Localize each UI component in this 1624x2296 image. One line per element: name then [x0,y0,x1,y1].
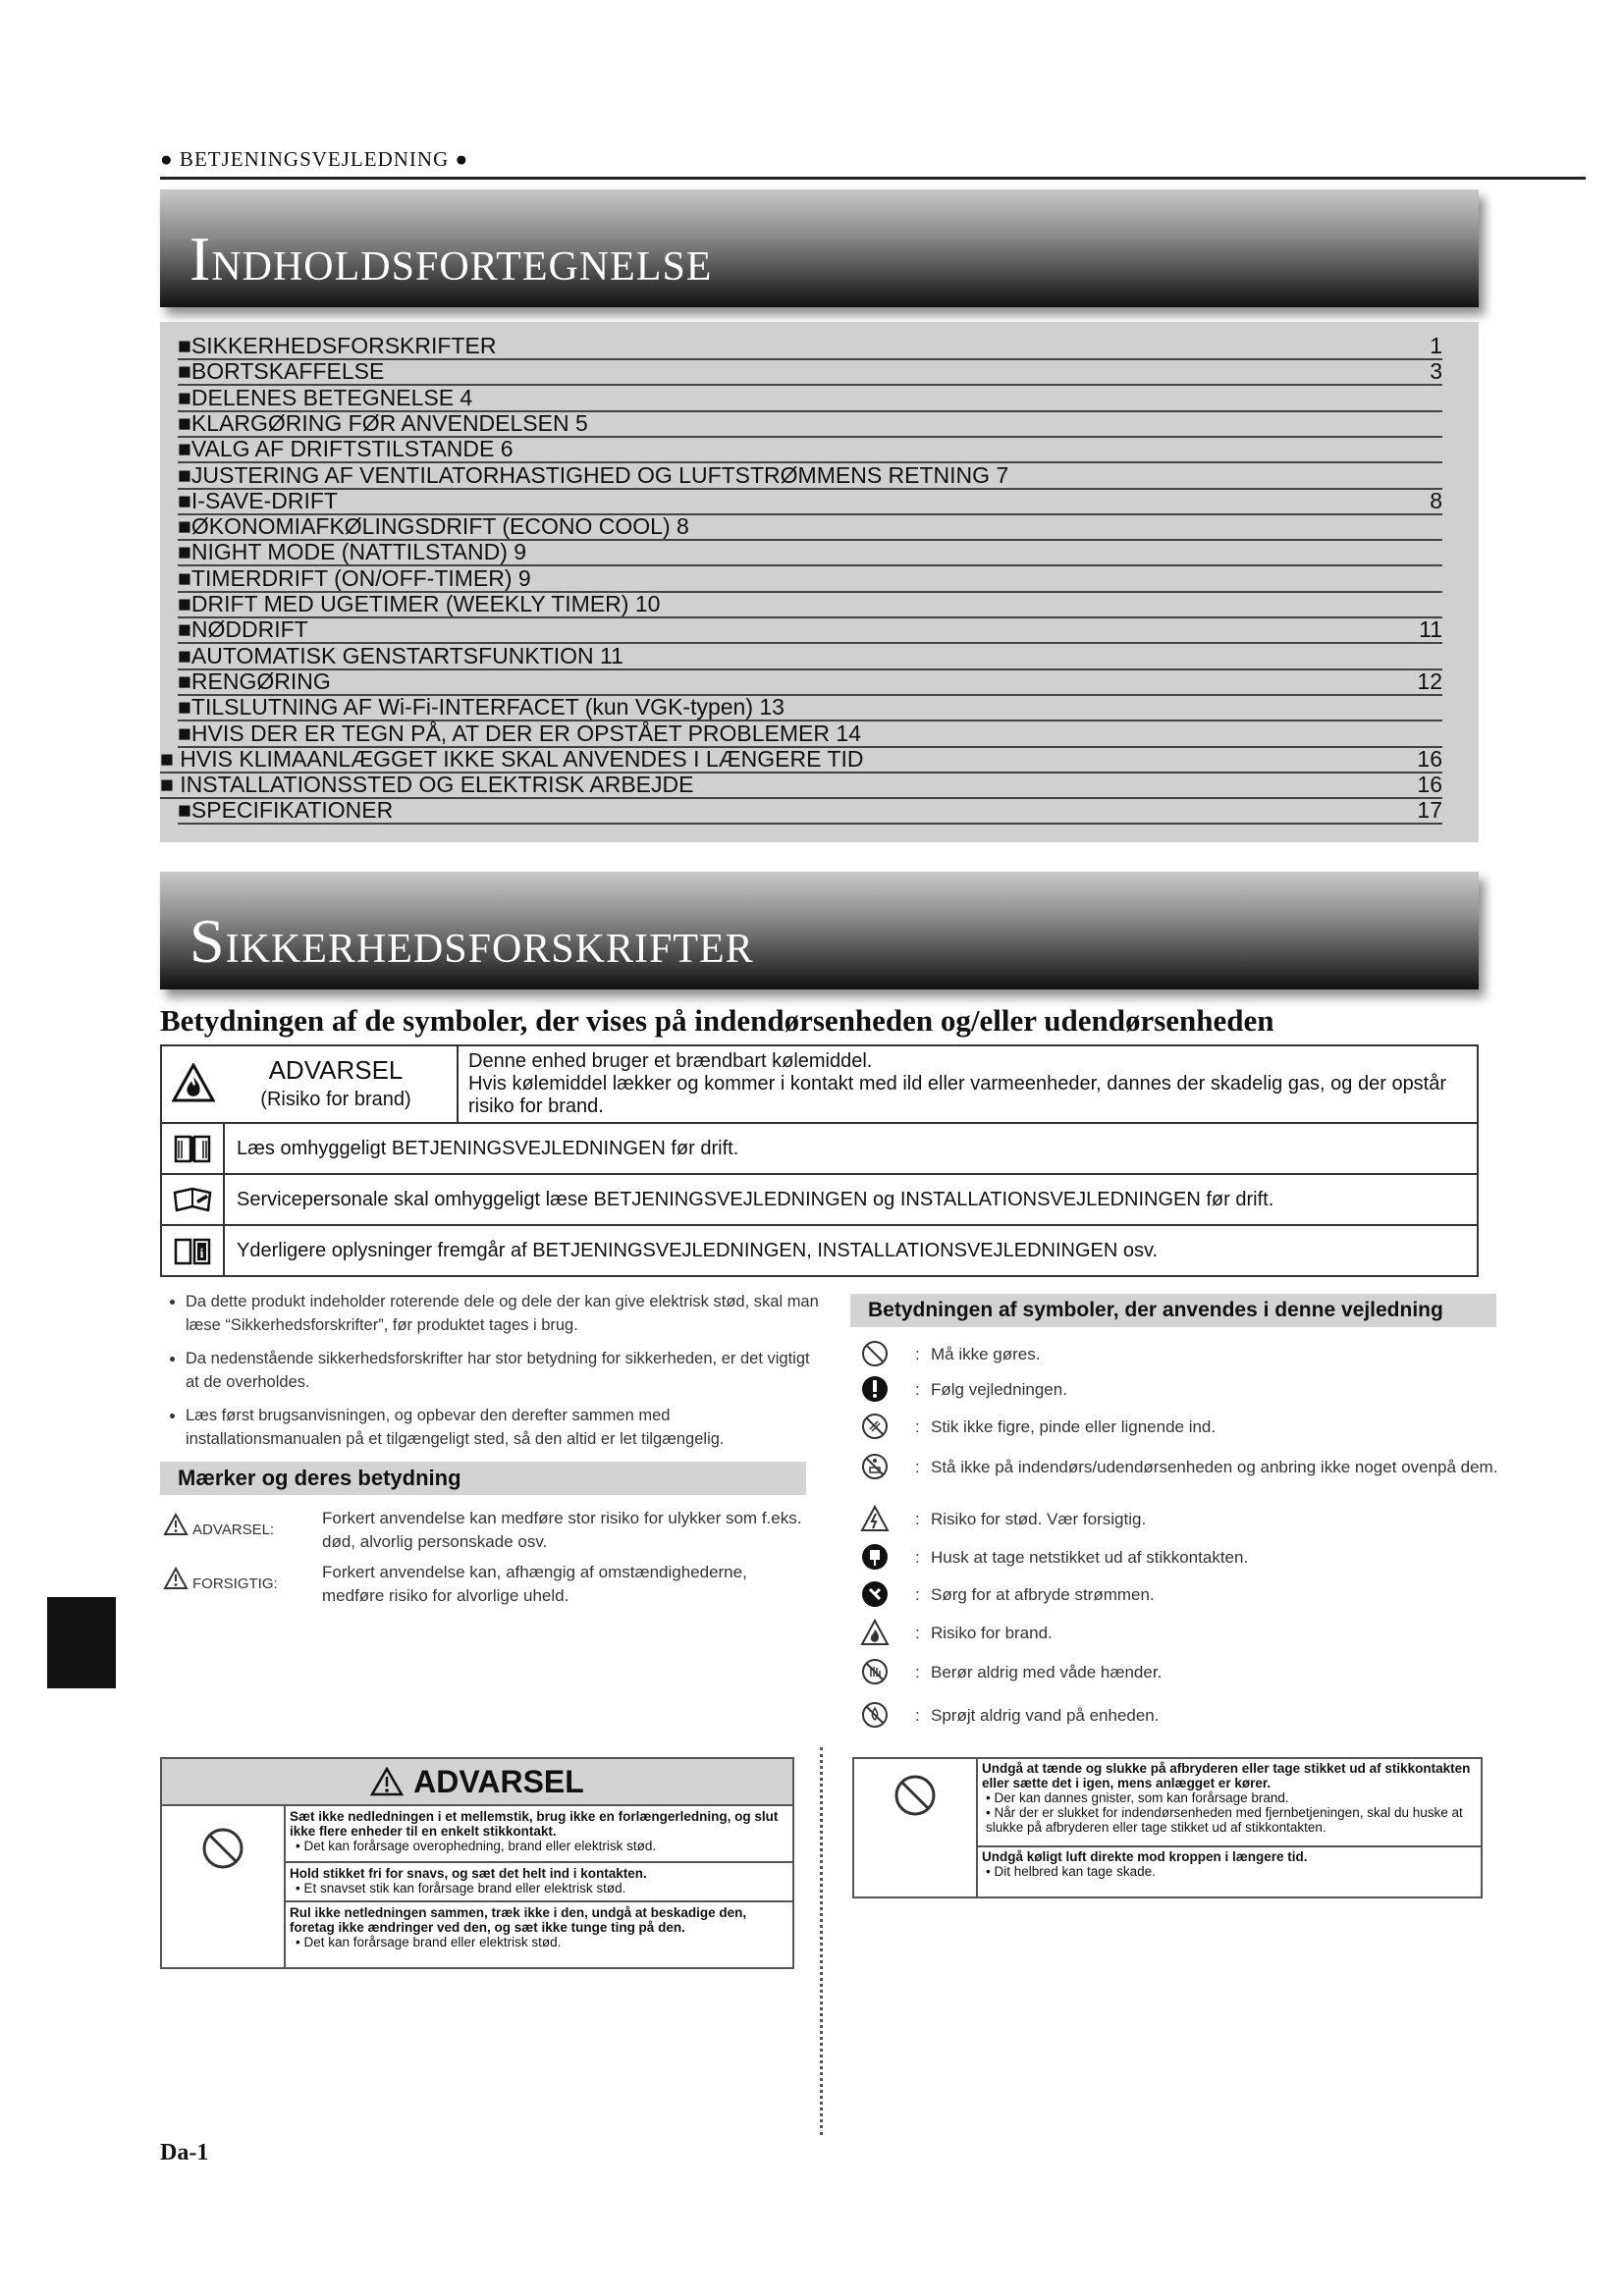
symbols-title: Betydningen af de symboler, der vises på indendørsenheden og/eller udendørsenheden [160,1003,1274,1038]
legend-item-text: Følg vejledningen. [931,1380,1067,1399]
no-stand-icon [860,1452,890,1481]
svg-text:i: i [199,1247,204,1261]
legend-colon: : [915,1548,920,1567]
advarsel-box: ADVARSEL Sæt ikke nedledningen i et mellemstik, brug ikke en forlængerledning, og slut ikke flere enheder til en enkelt stikkontakt. • Det kan forårsage overophedning, brand eller elektrisk stød. Hold stikket fri for snavs, og sæt det helt ind i kontakten. • Et snavset stik kan forårsage brand eller elektrisk stød. Rul ikke netledningen sammen, træk ikke i den, undgå at beskadige den, foretag ikke ændringer ved den, og sæt ikke tunge ting på den. • Det kan forårsage brand eller elektrisk stød. [160,1757,794,1969]
toc-entry[interactable] [178,695,1442,721]
caution-triangle-icon [163,1567,189,1590]
legend-colon: : [915,1458,920,1476]
advarsel-cell [161,1045,458,1123]
legend-heading: Betydningen af symboler, der anvendes i denne vejledning [850,1294,1496,1327]
warn-r3-bold: Rul ikke netledningen sammen, træk ikke i den, undgå at beskadige den, foretag ikke ændringer ved den, og sæt ikke tunge ting på den. [290,1905,747,1935]
toc-entry-label: ■DELENES BETEGNELSE 4 [178,384,473,410]
page-tab-marker [47,1597,116,1688]
toc-entry-label: ■I-SAVE-DRIFT [178,487,338,513]
marks-advarsel-label: ADVARSEL: [192,1522,275,1538]
toc-entry-label: ■AUTOMATISK GENSTARTSFUNKTION 11 [178,642,623,668]
toc-entry-label: ■HVIS DER ER TEGN PÅ, AT DER ER OPSTÅET PROBLEMER 14 [178,720,861,746]
toc-entry-label: ■TILSLUTNING AF Wi-Fi-INTERFACET (kun VGK-typen) 13 [178,694,785,721]
toc-entry[interactable] [160,747,1442,774]
marks-advarsel-text: Forkert anvendelse kan medføre stor risiko for ulykker som f.eks. død, alvorlig personskade osv. [322,1509,802,1551]
advarsel-text-2: Hvis kølemiddel lækker og kommer i kontakt med ild eller varmeenheder, dannes der skadelig gas, og der opstår risiko for brand. [468,1073,1447,1117]
legend-item-text: Husk at tage netstikket ud af stikkontakten. [931,1548,1249,1567]
symbol-row-service [161,1174,1478,1225]
toc-banner-title: INDHOLDSFORTEGNELSE [189,224,713,294]
page-number: Da-1 [160,2140,209,2165]
toc-entry[interactable] [178,798,1442,825]
symbol-row-info [161,1225,1478,1276]
toc-entry-label: ■NØDDRIFT [178,616,308,643]
toc-entry[interactable] [178,437,1442,463]
symbol-table [160,1044,1479,1277]
warn-r3-sub: Det kan forårsage brand eller elektrisk stød. [303,1935,562,1949]
book-icon [173,1132,212,1165]
right-b2-sub: Dit helbred kan tage skade. [994,1864,1156,1879]
toc-entry[interactable] [178,617,1442,644]
toc-entry[interactable] [178,359,1442,386]
toc-entry[interactable] [178,566,1442,593]
running-header: ● BETJENINGSVEJLEDNING ● [160,147,469,171]
prohibited-icon [200,1826,245,1871]
toc-entry[interactable] [178,540,1442,566]
toc-entry[interactable] [178,334,1442,360]
marks-forsigtig-text: Forkert anvendelse kan, afhængig af omstændighederne, medføre risiko for alvorlige uheld. [322,1563,747,1605]
fire-icon [860,1618,890,1647]
toc-entry-label: ■VALG AF DRIFTSTILSTANDE 6 [178,436,514,462]
legend-item-text: Stik ikke figre, pinde eller lignende ind. [931,1417,1217,1436]
toc-entry[interactable] [178,644,1442,670]
fire-warning-icon [172,1063,215,1102]
legend-colon: : [915,1417,920,1436]
toc-entry-page: 17 [1417,797,1442,824]
legend-colon: : [915,1663,920,1682]
no-wet-hands-icon [860,1657,890,1686]
toc-entry-label: ■SIKKERHEDSFORSKRIFTER [178,333,497,358]
marks-forsigtig-label: FORSIGTIG: [192,1575,278,1592]
advarsel-label: ADVARSEL [268,1054,404,1085]
intro-bullets [160,1290,824,1461]
prohibited-icon [860,1339,890,1368]
legend-colon: : [915,1380,920,1399]
prohibited-icon [893,1773,938,1818]
symbol-row3-text: Yderligere oplysninger fremgår af BETJENINGSVEJLEDNINGEN, INSTALLATIONSVEJLEDNINGEN osv. [237,1239,1159,1261]
table-of-contents [160,322,1479,842]
toc-entry-page: 16 [1417,772,1442,798]
toc-entry-page: 11 [1419,616,1442,643]
mandatory-icon [860,1374,890,1404]
toc-entry-page: 12 [1417,667,1442,694]
advarsel-text-1: Denne enhed bruger et brændbart kølemiddel. [468,1050,873,1072]
advarsel-sub: (Risiko for brand) [260,1088,411,1110]
toc-entry[interactable] [178,669,1442,696]
right-b1-bold: Undgå at tænde og slukke på afbryderen eller tage stikket ud af stikkontakten eller sætte det i igen, mens anlægget er kører. [982,1761,1471,1790]
toc-entry-label: ■JUSTERING AF VENTILATORHASTIGHED OG LUFTSTRØMMENS RETNING 7 [178,461,1009,488]
toc-entry-label: ■KLARGØRING FØR ANVENDELSEN 5 [178,409,588,436]
toc-entry[interactable] [178,721,1442,748]
right-b1-sub2: Når der er slukket for indendørsenheden med fjernbetjeningen, skal du huske at slukke på afbryderen eller tage stikket ud af stikkontakten. [986,1805,1463,1835]
caution-box: Undgå at tænde og slukke på afbryderen eller tage stikket ud af stikkontakten eller sætte det i igen, mens anlægget er kører. • Der kan dannes gnister, som kan forårsage brand. • Når der er slukket for indendørsenheden med fjernbetjeningen, skal du huske at slukke på afbryderen eller tage stikket ud af stikkontakten. Undgå køligt luft direkte mod kroppen i længere tid. • Dit helbred kan tage skade. [852,1757,1483,1898]
no-water-icon [860,1700,890,1730]
symbol-row1-text: Læs omhyggeligt BETJENINGSVEJLEDNINGEN før drift. [237,1137,739,1159]
safety-banner-title: SIKKERHEDSFORSKRIFTER [189,906,754,976]
warn-r2-sub: Et snavset stik kan forårsage brand eller elektrisk stød. [303,1881,626,1896]
toc-entry-page: 8 [1430,487,1442,513]
list-item: • Da dette produkt indeholder roterende dele og dele der kan give elektrisk stød, skal man læse “Sikkerhedsforskrifter”, før produktet tages i brug. [186,1290,824,1337]
advarsel-description [458,1045,1478,1123]
legend-item-text: Berør aldrig med våde hænder. [931,1663,1163,1682]
toc-entry-page: 3 [1430,358,1442,385]
toc-entry[interactable] [178,386,1442,412]
list-item: • Da nedenstående sikkerhedsforskrifter har stor betydning for sikkerheden, er det vigtigt at de overholdes. [186,1347,824,1394]
toc-entry-label: ■ØKONOMIAFKØLINGSDRIFT (ECONO COOL) 8 [178,513,689,540]
toc-entry-page: 16 [1417,745,1442,772]
right-b2-bold: Undgå køligt luft direkte mod kroppen i længere tid. [982,1849,1308,1864]
toc-entry[interactable] [178,514,1442,541]
list-item: • Læs først brugsanvisningen, og opbevar den derefter sammen med installationsmanualen på et tilgængeligt sted, så den altid er let tilgængelig. [186,1404,824,1451]
toc-entry-page: 1 [1430,333,1442,358]
toc-entry[interactable] [178,411,1442,438]
toc-entry-label: ■NIGHT MODE (NATTILSTAND) 9 [178,539,527,565]
warn-r1-bold: Sæt ikke nedledningen i et mellemstik, brug ikke en forlængerledning, og slut ikke flere enheder til en enkelt stikkontakt. [290,1809,779,1839]
toc-entry[interactable] [178,463,1442,490]
warn-r2-bold: Hold stikket fri for snavs, og sæt det helt ind i kontakten. [290,1866,647,1881]
toc-entry[interactable] [178,489,1442,515]
header-rule [160,177,1586,180]
unplug-icon [860,1542,890,1572]
toc-banner [160,189,1479,307]
legend-item-text: Sprøjt aldrig vand på enheden. [931,1706,1160,1725]
legend-colon: : [915,1510,920,1528]
toc-entry[interactable] [160,773,1442,799]
info-book-icon [173,1234,212,1267]
toc-entry-label: ■ INSTALLATIONSSTED OG ELEKTRISK ARBEJDE [160,772,694,798]
toc-entry-label: ■DRIFT MED UGETIMER (WEEKLY TIMER) 10 [178,591,661,616]
toc-entry[interactable] [178,592,1442,618]
symbol-row-read-manual [161,1123,1478,1174]
advarsel-box-title: ADVARSEL [413,1763,584,1799]
legend-item-text: Sørg for at afbryde strømmen. [931,1585,1155,1604]
legend-item-text: Stå ikke på indendørs/udendørsenheden og anbring ikke noget ovenpå dem. [931,1458,1498,1476]
warning-triangle-icon [163,1513,189,1536]
shock-icon [860,1504,890,1533]
legend-colon: : [915,1706,920,1725]
warn-r1-sub: Det kan forårsage overophedning, brand eller elektrisk stød. [303,1839,657,1853]
power-off-icon [860,1579,890,1609]
legend-colon: : [915,1345,920,1363]
column-divider [820,1747,823,2135]
service-manual-icon [171,1183,214,1216]
toc-entry-label: ■BORTSKAFFELSE [178,358,385,385]
legend-item-text: Risiko for brand. [931,1624,1053,1642]
legend-colon: : [915,1624,920,1642]
safety-banner [160,872,1479,989]
toc-entry-label: ■SPECIFIKATIONER [178,797,394,824]
toc-entry-label: ■ HVIS KLIMAANLÆGGET IKKE SKAL ANVENDES I LÆNGERE TID [160,745,864,772]
warning-triangle-icon [370,1767,404,1796]
legend-item-text: Må ikke gøres. [931,1345,1041,1363]
toc-entry-label: ■TIMERDRIFT (ON/OFF-TIMER) 9 [178,564,531,591]
right-b1-sub1: Der kan dannes gnister, som kan forårsage brand. [994,1790,1289,1805]
legend-item-text: Risiko for stød. Vær forsigtig. [931,1510,1147,1528]
symbol-row2-text: Servicepersonale skal omhyggeligt læse BETJENINGSVEJLEDNINGEN og INSTALLATIONSVEJLEDNINGEN før drift. [237,1188,1274,1210]
marks-heading: Mærker og deres betydning [160,1462,806,1495]
legend-colon: : [915,1585,920,1604]
toc-entry-label: ■RENGØRING [178,667,331,694]
no-finger-icon [860,1412,890,1441]
